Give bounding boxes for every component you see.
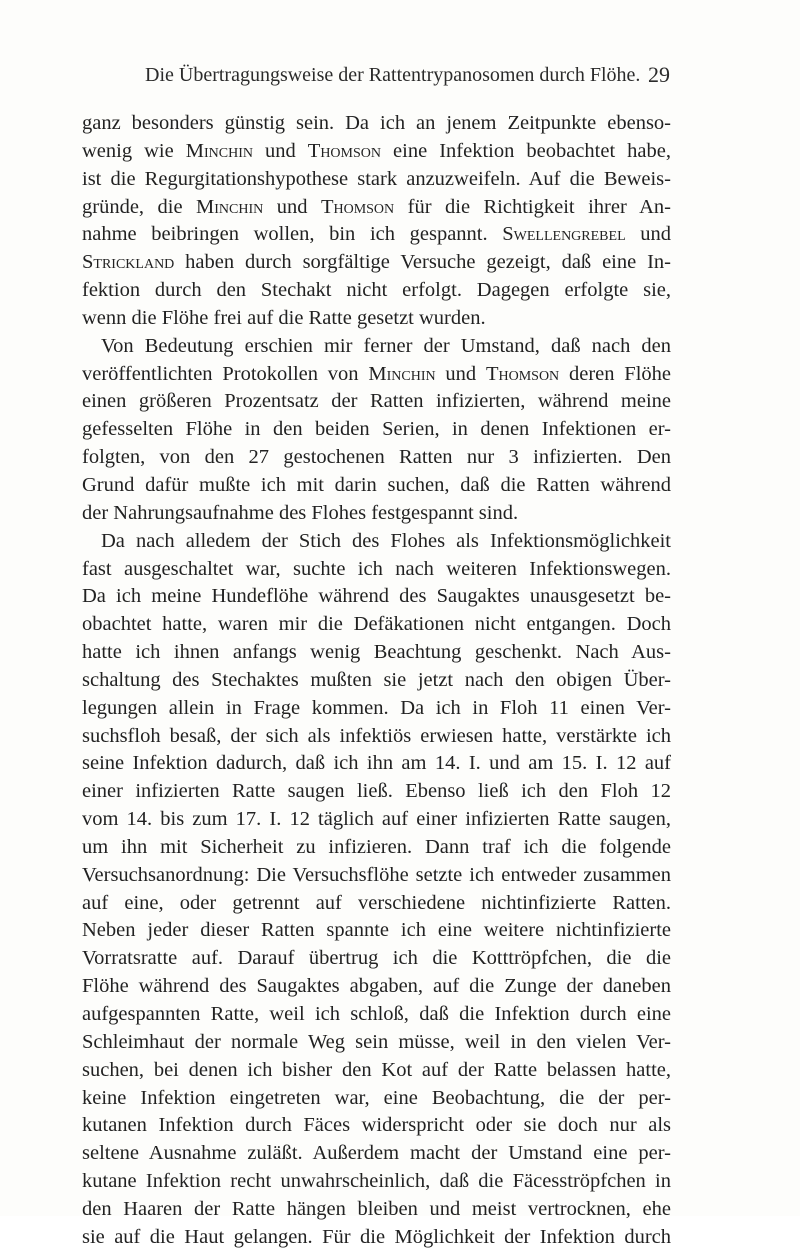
running-title: Die Übertragungsweise der Rattentrypanosomen durch Flöhe.: [145, 64, 641, 86]
text-line: veröffentlichten Protokollen von Minchin und Thomson deren Flöhe: [82, 362, 671, 385]
text-line: Strickland haben durch sorgfältige Versuche gezeigt, daß eine In-: [82, 251, 671, 274]
text-line: kutane Infektion recht unwahrscheinlich, daß die Fäcesströpfchen in: [82, 1170, 671, 1193]
text-line: hatte ich ihnen anfangs wenig Beachtung geschenkt. Nach Aus-: [82, 641, 671, 664]
text-line: nahme beibringen wollen, bin ich gespannt. Swellengrebel und: [82, 223, 671, 246]
text-line: um ihn mit Sicherheit zu infizieren. Dann traf ich die folgende: [82, 835, 671, 858]
text-line: fast ausgeschaltet war, suchte ich nach weiteren Infektionswegen.: [82, 557, 671, 580]
text-line: vom 14. bis zum 17. I. 12 täglich auf einer infizierten Ratte saugen,: [82, 808, 671, 831]
text-line: kutanen Infektion durch Fäces widerspricht oder sie doch nur als: [82, 1114, 671, 1137]
text-line: aufgespannten Ratte, weil ich schloß, daß die Infektion durch eine: [82, 1003, 671, 1025]
text-line: Neben jeder dieser Ratten spannte ich eine weitere nichtinfizierte: [82, 919, 671, 942]
text-line: Grund dafür mußte ich mit darin suchen, daß die Ratten während: [82, 473, 671, 496]
text-line: Da nach alledem der Stich des Flohes als Infektionsmöglichkeit: [101, 529, 671, 552]
text-line: der Nahrungsaufnahme des Flohes festgespannt sind.: [82, 501, 519, 524]
text-line: Da ich meine Hundeflöhe während des Saugaktes unausgesetzt be-: [82, 585, 671, 608]
text-line: Flöhe während des Saugaktes abgaben, auf die Zunge der daneben: [82, 975, 671, 998]
text-line: suchsfloh besaß, der sich als infektiös erwiesen hatte, verstärkte ich: [82, 724, 671, 747]
text-line: gefesselten Flöhe in den beiden Serien, in denen Infektionen er-: [82, 418, 671, 441]
text-line: seine Infektion dadurch, daß ich ihn am 14. I. und am 15. I. 12 auf: [82, 752, 671, 775]
text-line: seltene Ausnahme zuläßt. Außerdem macht der Umstand eine per-: [82, 1142, 671, 1165]
text-line: Versuchsanordnung: Die Versuchsflöhe setzte ich entweder zusammen: [82, 863, 671, 886]
text-line: wenn die Flöhe frei auf die Ratte gesetzt wurden.: [82, 306, 486, 329]
page-number: 29: [648, 62, 670, 87]
text-line: fektion durch den Stechakt nicht erfolgt. Dagegen erfolgte sie,: [82, 279, 671, 302]
text-line: ist die Regurgitationshypothese stark anzuzweifeln. Auf die Beweis-: [82, 167, 671, 190]
text-line: Von Bedeutung erschien mir ferner der Umstand, daß nach den: [101, 334, 671, 357]
body-text: [82, 110, 671, 1252]
text-line: einen größeren Prozentsatz der Ratten infizierten, während meine: [82, 390, 671, 413]
text-line: folgten, von den 27 gestochenen Ratten nur 3 infizierten. Den: [82, 446, 671, 469]
text-line: keine Infektion eingetreten war, eine Beobachtung, die der per-: [82, 1086, 671, 1109]
text-line: wenig wie Minchin und Thomson eine Infektion beobachtet habe,: [82, 139, 671, 162]
text-line: gründe, die Minchin und Thomson für die Richtigkeit ihrer An-: [82, 195, 671, 218]
text-line: suchen, bei denen ich bisher den Kot auf der Ratte belassen hatte,: [82, 1058, 671, 1081]
running-head: [145, 60, 670, 90]
text-line: schaltung des Stechaktes mußten sie jetzt nach den obigen Über-: [82, 668, 671, 691]
text-line: obachtet hatte, waren mir die Defäkationen nicht entgangen. Doch: [82, 613, 671, 636]
text-line: sie auf die Haut gelangen. Für die Möglichkeit der Infektion durch: [82, 1225, 671, 1248]
text-line: ganz besonders günstig sein. Da ich an jenem Zeitpunkte ebenso-: [82, 112, 671, 134]
text-line: den Haaren der Ratte hängen bleiben und meist vertrocknen, ehe: [82, 1197, 671, 1220]
text-line: einer infizierten Ratte saugen ließ. Ebenso ließ ich den Floh 12: [82, 780, 671, 803]
text-line: auf eine, oder getrennt auf verschiedene nichtinfizierte Ratten.: [82, 891, 671, 914]
text-line: legungen allein in Frage kommen. Da ich in Floh 11 einen Ver-: [82, 696, 671, 719]
text-line: Schleimhaut der normale Weg sein müsse, weil in den vielen Ver-: [82, 1030, 671, 1053]
text-line: Vorratsratte auf. Darauf übertrug ich die Kotttröpfchen, die die: [82, 947, 671, 970]
